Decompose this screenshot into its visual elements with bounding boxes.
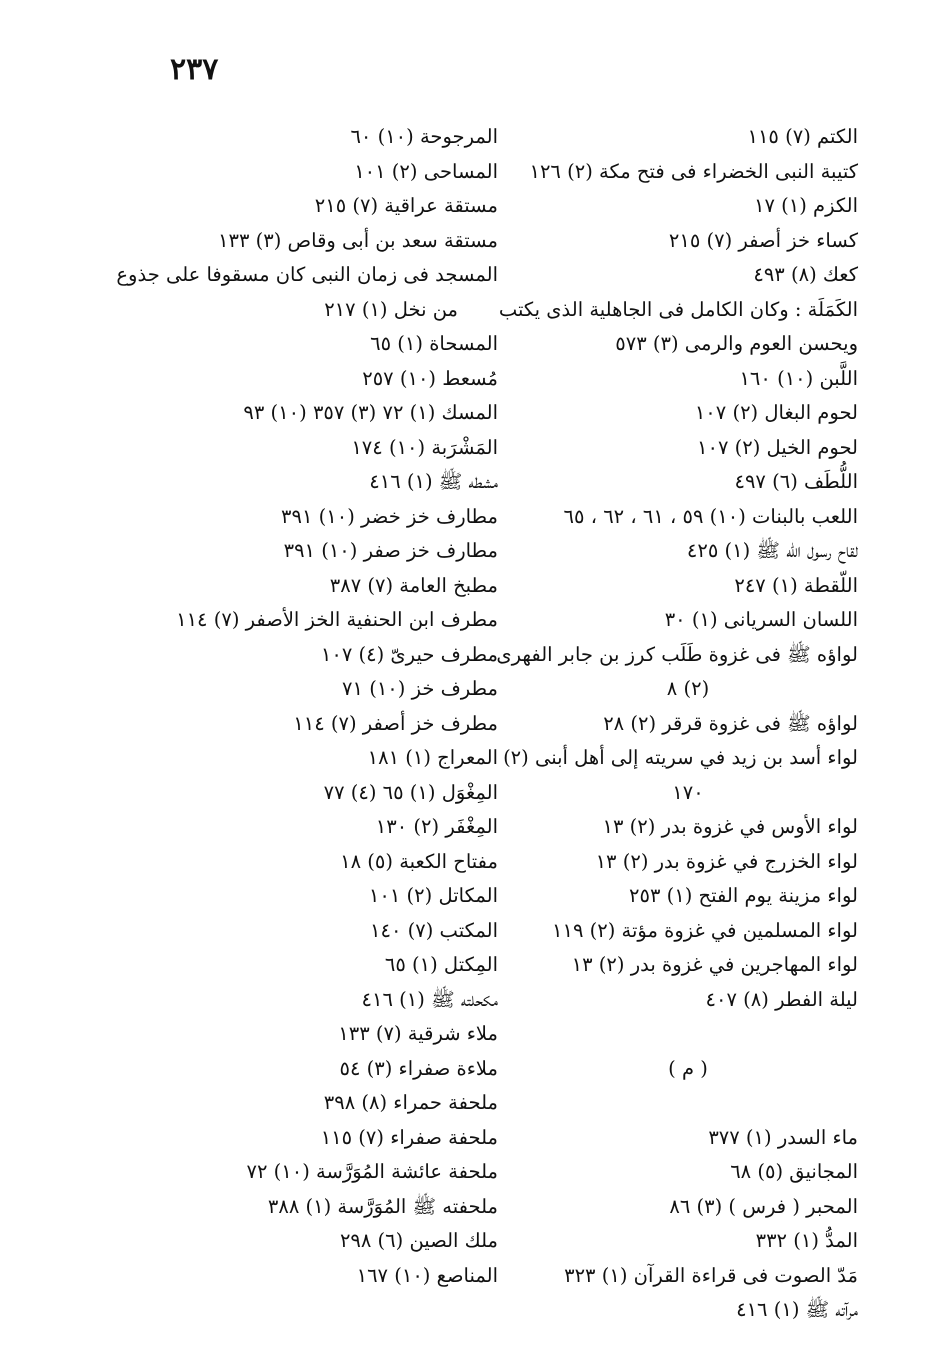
- index-entry: لواؤه ﷺ فى غزوة قرقر (٢) ٢٨: [603, 711, 858, 735]
- index-entry: المكاتل (٢) ١٠١: [368, 884, 498, 907]
- index-entry: الكَمَلَة : وكان الكامل فى الجاهلية الذى يكتب: [498, 297, 858, 321]
- index-entry: مطبخ العامة (٧) ٣٨٧: [329, 573, 498, 597]
- index-column-right: [496, 120, 858, 1328]
- index-entry: المِغْوَل (١) ٦٥ (٤) ٧٧: [323, 780, 498, 804]
- index-entry: لواء المسلمين في غزوة مؤتة (٢) ١١٩: [552, 918, 858, 942]
- index-entry: لواء أسد بن زيد في سريته إلى أهل أبنى (٢): [503, 746, 858, 769]
- index-entry: المجانيق (٥) ٦٨: [730, 1160, 858, 1183]
- index-entry: كعك (٨) ٤٩٣: [753, 263, 858, 286]
- index-entry: (٢) ٨: [666, 677, 710, 700]
- page-number: ٢٣٧: [170, 52, 219, 87]
- index-entry: اللّقطة (١) ٢٤٧: [734, 573, 858, 597]
- index-entry: ليلة الفطر (٨) ٤٠٧: [705, 987, 858, 1011]
- index-entry: المساحى (٢) ١٠١: [354, 159, 498, 183]
- index-entry: لواء المهاجرين في غزوة بدر (٢) ١٣: [571, 953, 858, 976]
- index-entry: [518, 1086, 858, 1121]
- index-entry: مطارف خز صفر (١٠) ٣٩١: [283, 539, 498, 562]
- index-entry: المسجد فى زمان النبى كان مسقوفا على جذوع: [116, 263, 498, 286]
- index-entry: لواء الخزرج في غزوة بدر (٢) ١٣: [595, 849, 858, 873]
- index-entry: المسك (١) ٧٢ (٣) ٣٥٧ (١٠) ٩٣: [243, 401, 498, 424]
- index-entry: مستقة سعد بن أبى وقاص (٣) ١٣٣: [218, 228, 498, 252]
- index-entry: المسحاة (١) ٦٥: [370, 332, 498, 355]
- index-entry: كساء خز أصفر (٧) ٢١٥: [668, 228, 858, 252]
- index-entry: اللسان السريانى (١) ٣٠: [664, 608, 858, 631]
- index-entry: مكحلته ﷺ (١) ٤١٦: [361, 987, 498, 1011]
- index-entry: لحوم البغال (٢) ١٠٧: [694, 401, 858, 424]
- index-entry: المعراج (١) ١٨١: [367, 746, 498, 769]
- index-entry: مرآته ﷺ (١) ٤١٦: [736, 1298, 858, 1321]
- index-entry: اللُّطَف (٦) ٤٩٧: [734, 470, 858, 493]
- index-entry: الكتم (٧) ١١٥: [747, 125, 858, 148]
- index-entry: مفتاح الكعبة (٥) ١٨: [340, 849, 498, 873]
- index-entry: مطرف خز (١٠) ٧١: [342, 677, 498, 700]
- index-entry: المَشْرَبة (١٠) ١٧٤: [351, 435, 498, 459]
- index-entry: لواء الأوس في غزوة بدر (٢) ١٣: [602, 815, 858, 838]
- index-entry: ملك الصين (٦) ٢٩٨: [339, 1229, 498, 1252]
- index-entry: المِغْفَر (٢) ١٣٠: [375, 815, 498, 838]
- index-entry: المدُّ (١) ٣٣٢: [755, 1229, 858, 1252]
- index-entry: مَدّ الصوت فى قراءة القرآن (١) ٣٢٣: [564, 1263, 858, 1287]
- index-entry: اللَّبن (١٠) ١٦٠: [739, 366, 858, 390]
- index-entry: المرجوحة (١٠) ٦٠: [350, 125, 498, 148]
- index-entry: ملاءة صفراء (٣) ٥٤: [339, 1056, 498, 1080]
- index-entry: ملحفة صفراء (٧) ١١٥: [320, 1125, 498, 1149]
- index-entry: [518, 1017, 858, 1052]
- index-entry: مُسعط (١٠) ٢٥٧: [362, 366, 498, 390]
- index-entry: لحوم الخيل (٢) ١٠٧: [697, 435, 858, 459]
- index-entry: من نخل (١) ٢١٧: [324, 297, 458, 321]
- index-entry: المِكتل (١) ٦٥: [384, 953, 498, 976]
- index-entry: المناصع (١٠) ١٦٧: [356, 1263, 498, 1287]
- index-entry: ١٧٠: [672, 780, 704, 804]
- index-entry: مطرف حيرىّ (٤) ١٠٧: [320, 642, 498, 666]
- index-entry: ( م ): [668, 1056, 708, 1080]
- index-entry: مشطه ﷺ (١) ٤١٦: [369, 470, 498, 493]
- index-entry: لواء مزينة يوم الفتح (١) ٢٥٣: [629, 884, 858, 907]
- index-entry: المكتب (٧) ١٤٠: [370, 918, 498, 942]
- index-entry: ملاء شرقية (٧) ١٣٣: [338, 1022, 498, 1045]
- index-entry: لقاح رسول الله ﷺ (١) ٤٢٥: [686, 539, 858, 562]
- index-entry: مستقة عراقية (٧) ٢١٥: [314, 194, 498, 217]
- index-entry: ملحفة عائشة المُوَرَّسة (١٠) ٧٢: [246, 1160, 498, 1183]
- index-entry: ملحفة حمراء (٨) ٣٩٨: [323, 1091, 498, 1114]
- index-entry: ملحفته ﷺ المُوَرَّسة (١) ٣٨٨: [267, 1194, 498, 1218]
- index-entry: ويحسن العوم والرمى (٣) ٥٧٣: [615, 332, 858, 355]
- index-entry: لواؤه ﷺ فى غزوة طَلَب كرز بن جابر الفهرى: [496, 642, 858, 666]
- index-entry: اللعب بالبنات (١٠) ٥٩ ، ٦١ ، ٦٢ ، ٦٥: [563, 504, 858, 528]
- index-entry: مطرف خز أصفر (٧) ١١٤: [293, 711, 498, 735]
- index-entry: ماء السدر (١) ٣٧٧: [708, 1125, 858, 1149]
- index-entry: الكزم (١) ١٧: [753, 194, 858, 217]
- index-column-left: [116, 120, 498, 1293]
- index-entry: المحبر ( فرس ) (٣) ٨٦: [669, 1194, 858, 1218]
- index-entry: مطرف ابن الحنفية الخز الأصفر (٧) ١١٤: [176, 608, 498, 631]
- index-entry: مطارف خز خضر (١٠) ٣٩١: [281, 504, 498, 528]
- index-entry: كتيبة النبى الخضراء فى فتح مكة (٢) ١٢٦: [529, 159, 858, 183]
